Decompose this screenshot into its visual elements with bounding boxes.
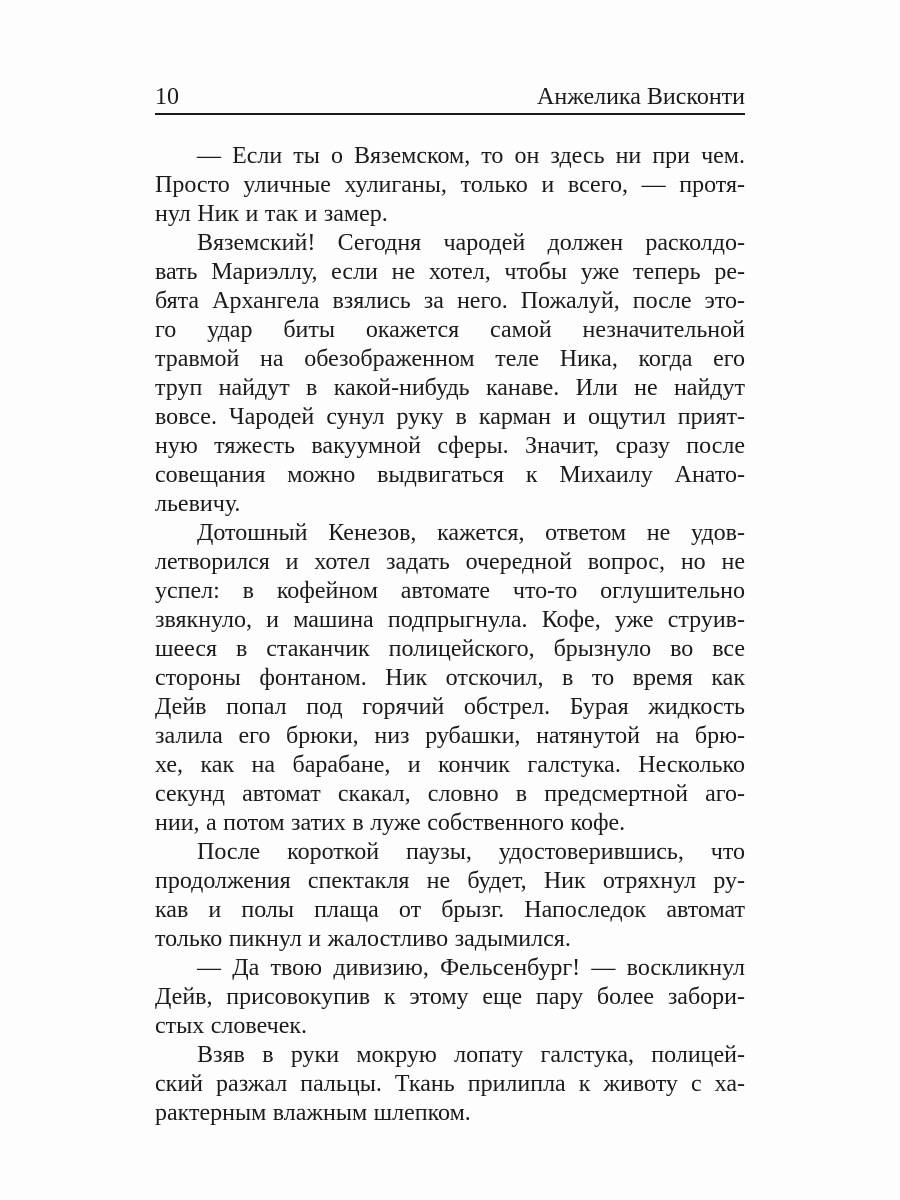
- page-body: [155, 142, 745, 1128]
- text-line: нии, а потом затих в луже собственного кофе.: [155, 810, 626, 836]
- text-line: Просто уличные хулиганы, только и всего, — протя-: [155, 172, 745, 198]
- paragraph: [155, 142, 745, 229]
- page-number: 10: [155, 84, 179, 110]
- text-line: вать Мариэллу, если не хотел, чтобы уже теперь ре-: [155, 259, 745, 285]
- text-line: льевичу.: [155, 491, 241, 517]
- text-line: продолжения спектакля не будет, Ник отряхнул ру-: [155, 868, 745, 894]
- text-line: ский разжал пальцы. Ткань прилипла к животу с ха-: [155, 1071, 745, 1097]
- text-line: ную тяжесть вакуумной сферы. Значит, сразу после: [155, 433, 745, 459]
- text-line: стых словечек.: [155, 1013, 308, 1039]
- text-line: Дотошный Кенезов, кажется, ответом не удов-: [197, 520, 745, 546]
- text-line: залила его брюки, низ рубашки, натянутой на брю-: [155, 723, 745, 749]
- text-line: Дейв, присовокупив к этому еще пару более забори-: [155, 984, 745, 1010]
- text-line: кав и полы плаща от брызг. Напоследок автомат: [155, 897, 745, 923]
- text-line: Взяв в руки мокрую лопату галстука, полицей-: [197, 1042, 745, 1068]
- text-line: — Да твою дивизию, Фельсенбург! — воскликнул: [197, 955, 745, 981]
- text-line: хе, как на барабане, и кончик галстука. Несколько: [155, 752, 745, 778]
- text-line: вовсе. Чародей сунул руку в карман и ощутил прият-: [155, 404, 745, 430]
- page-header: [155, 84, 745, 110]
- paragraph: [155, 519, 745, 838]
- text-line: стороны фонтаном. Ник отскочил, в то время как: [155, 665, 745, 691]
- text-line: бята Архангела взялись за него. Пожалуй, после это-: [155, 288, 745, 314]
- text-line: совещания можно выдвигаться к Михаилу Анато-: [155, 462, 745, 488]
- text-line: успел: в кофейном автомате что-то оглушительно: [155, 578, 745, 604]
- text-line: рактерным влажным шлепком.: [155, 1100, 471, 1126]
- paragraph: [155, 229, 745, 519]
- text-line: го удар биты окажется самой незначительной: [155, 317, 745, 343]
- paragraph: [155, 1041, 745, 1128]
- paragraph: [155, 954, 745, 1041]
- text-line: шееся в стаканчик полицейского, брызнуло во все: [155, 636, 745, 662]
- text-line: травмой на обезображенном теле Ника, когда его: [155, 346, 745, 372]
- text-line: нул Ник и так и замер.: [155, 201, 388, 227]
- running-title: Анжелика Висконти: [537, 84, 745, 110]
- header-rule: [155, 113, 745, 115]
- text-line: Вяземский! Сегодня чародей должен расколдо-: [197, 230, 745, 256]
- text-line: После короткой паузы, удостоверившись, что: [197, 839, 745, 865]
- text-line: звякнуло, и машина подпрыгнула. Кофе, уже струив-: [155, 607, 745, 633]
- text-line: труп найдут в какой-нибудь канаве. Или не найдут: [155, 375, 745, 401]
- text-line: только пикнул и жалостливо задымился.: [155, 926, 571, 952]
- text-line: — Если ты о Вяземском, то он здесь ни при чем.: [197, 143, 745, 169]
- text-line: Дейв попал под горячий обстрел. Бурая жидкость: [155, 694, 745, 720]
- paragraph: [155, 838, 745, 954]
- text-line: летворился и хотел задать очередной вопрос, но не: [155, 549, 745, 575]
- text-line: секунд автомат скакал, словно в предсмертной аго-: [155, 781, 745, 807]
